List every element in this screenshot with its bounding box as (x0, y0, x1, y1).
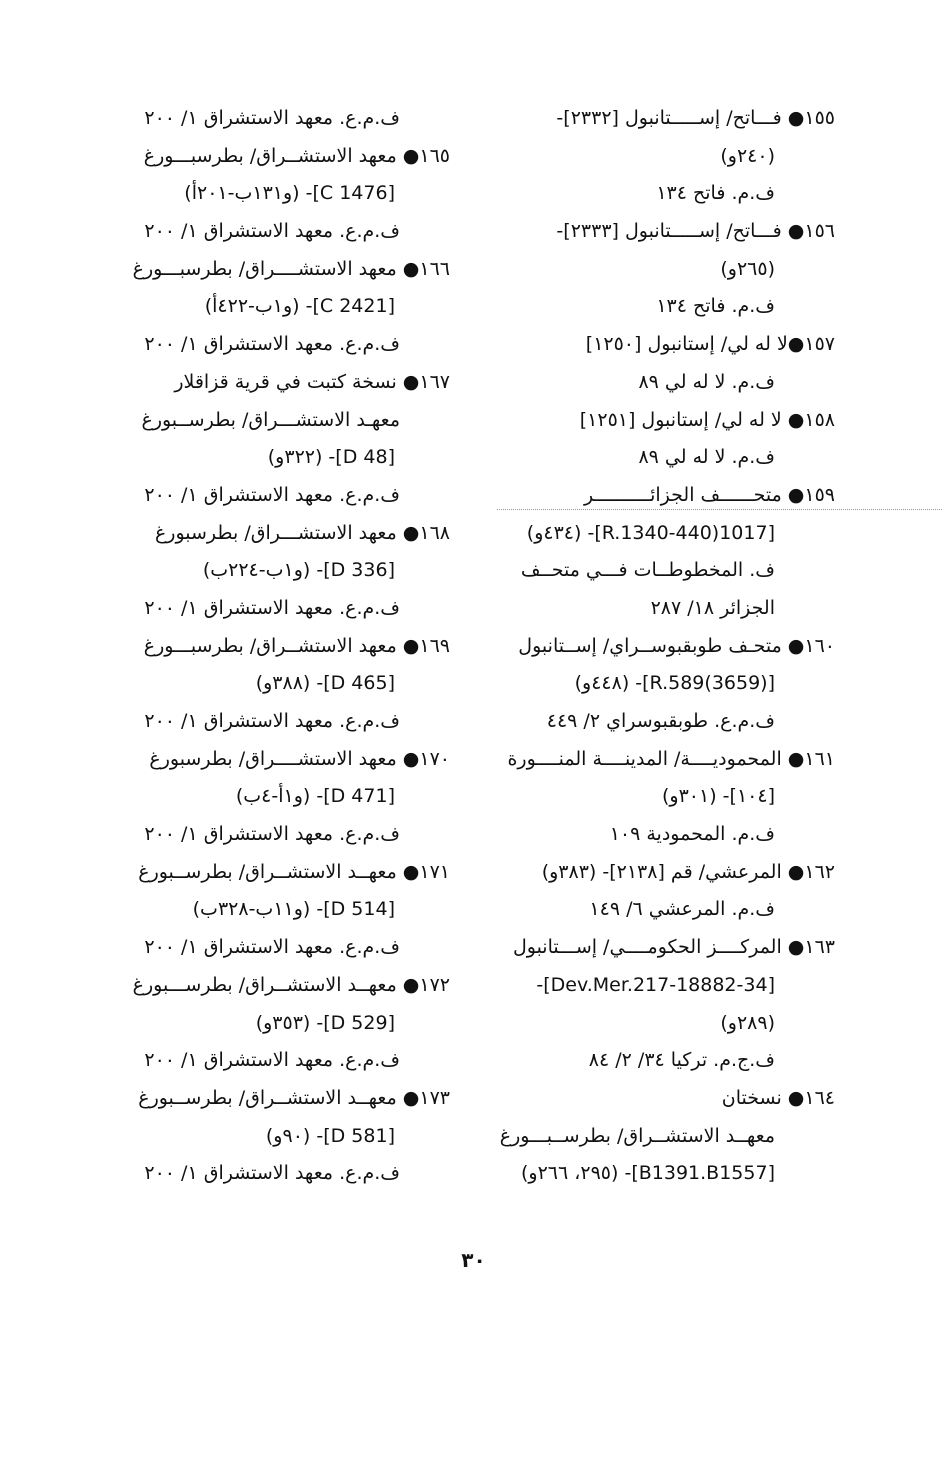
entry-line: ف.م.ع. طوبقبوسراي ٢/ ٤٤٩ (546, 710, 775, 732)
entry-line: [(3659)R.589]- (٤٤٨و) (574, 672, 775, 695)
entry-line: [D 529]- (٣٥٣و) (255, 1011, 395, 1034)
entry-line: (٢٤٠و) (720, 144, 775, 167)
entry-line: ١٧٣● معهــد الاستشــراق/ بطرســبورغ (138, 1086, 450, 1109)
right-column (495, 100, 835, 1193)
entry-line: ف.م.ع. معهد الاستشراق ١/ ٢٠٠ (144, 823, 400, 846)
entry-line: ١٦٢● المرعشي/ قم [٢١٣٨]- (٣٨٣و) (541, 860, 835, 883)
entry-line: ف.م. فاتح ١٣٤ (656, 182, 775, 205)
entry-line: (٢٨٩و) (720, 1011, 775, 1034)
entry-line: [D 581]- (٩٠و) (265, 1124, 395, 1147)
entry-line: ١٥٥● فـــاتح/ إســـــتانبول [٢٣٣٢]- (556, 107, 835, 129)
entry-line: ١٦٠● متحـف طوبقبوســراي/ إســتانبول (518, 634, 835, 657)
entry-line: معهــد الاستشــراق/ بطرســبـــورغ (499, 1124, 775, 1147)
entry-line: ١٦٣● المركــــز الحكومــــي/ إســـتانبول (512, 936, 835, 959)
entry-line: [D 465]- (٣٨٨و) (255, 672, 395, 695)
entry-line: ف.م. المرعشي ٦/ ١٤٩ (589, 898, 775, 921)
dotted-divider (497, 509, 942, 510)
entry-line: [B1391.B1557]- (٢٩٥، ٢٦٦و) (521, 1162, 775, 1185)
entry-line: ف.م. لا له لي ٨٩ (638, 446, 775, 469)
entry-line: ١٥٦● فـــاتح/ إســـــتانبول [٢٣٣٣]- (556, 220, 835, 243)
entry-line: ١٦١● المحموديــــة/ المدينــــة المنــــورة (507, 747, 835, 770)
entry-line: ١٥٨● لا له لي/ إستانبول [١٢٥١] (579, 408, 835, 431)
entry-line: ف.م.ع. معهد الاستشراق ١/ ٢٠٠ (144, 483, 400, 506)
entry-line: ف.م.ع. معهد الاستشراق ١/ ٢٠٠ (144, 596, 400, 619)
entry-line: [D 471]- (و١أ-٤ب) (235, 785, 395, 808)
entry-line: ف.م.ع. معهد الاستشراق ١/ ٢٠٠ (144, 333, 400, 356)
entry-line: ف.م. لا له لي ٨٩ (638, 370, 775, 393)
entry-line: ١٧٠● معهد الاستشــــراق/ بطرسبورغ (149, 747, 450, 770)
entry-line: [C 1476]- (و١٣١ب-٢٠١أ) (184, 182, 395, 205)
entry-line: ١٦٤● نسختان (721, 1086, 835, 1109)
entry-line: [34-Dev.Mer.217-18882]- (536, 973, 775, 996)
entry-line: ١٧٢● معهــد الاستشــراق/ بطرســـبورغ (132, 973, 450, 996)
entry-line: ف.م. المحمودية ١٠٩ (609, 823, 775, 846)
entry-line: ف.م.ع. معهد الاستشراق ١/ ٢٠٠ (144, 107, 400, 129)
entry-line: ١٥٩● متحــــــف الجزائــــــــــر (583, 483, 835, 506)
entry-line: ف.م.ع. معهد الاستشراق ١/ ٢٠٠ (144, 1049, 400, 1072)
entry-line: ف.م.ع. معهد الاستشراق ١/ ٢٠٠ (144, 220, 400, 243)
entry-line: ١٧١● معهــد الاستشــراق/ بطرســبورغ (138, 860, 450, 883)
entry-line: ١٦٥● معهد الاستشــراق/ بطرسبـــورغ (143, 144, 450, 167)
entry-line: ١٦٩● معهد الاستشــراق/ بطرسبـــورغ (143, 634, 450, 657)
entry-line: (٢٦٥و) (720, 257, 775, 280)
entry-line: [١٠٤]- (٣٠١و) (662, 785, 775, 808)
entry-line: ف.م.ع. معهد الاستشراق ١/ ٢٠٠ (144, 936, 400, 959)
entry-line: ١٦٨● معهد الاستشـــراق/ بطرسبورغ (154, 521, 450, 544)
left-column (105, 100, 450, 1193)
entry-line: ١٥٧●لا له لي/ إستانبول [١٢٥٠] (585, 333, 835, 356)
entry-line: ١٦٦● معهد الاستشــــراق/ بطرسبـــورغ (132, 257, 450, 280)
entry-line: [D 336]- (و١ب-٢٢٤ب) (202, 559, 395, 582)
entry-line: [C 2421]- (و١ب-٤٢٢أ) (204, 295, 395, 318)
entry-line: ف.ج.م. تركيا ٣٤/ ٢/ ٨٤ (588, 1049, 775, 1072)
entry-line: ١٦٧● نسخة كتبت في قرية قزاقلار (174, 370, 450, 393)
entry-line: [D 48]- (٣٢٢و) (267, 446, 395, 469)
entry-line: ف.م.ع. معهد الاستشراق ١/ ٢٠٠ (144, 710, 400, 732)
entry-line: ف.م. فاتح ١٣٤ (656, 295, 775, 318)
entry-line: ف. المخطوطــات فـــي متحــف (520, 559, 775, 582)
page-number: ٣٠ (461, 1248, 486, 1272)
entry-line: [1017(440-R.1340]- (٤٣٤و) (526, 521, 775, 544)
entry-line: معهـد الاستشـــراق/ بطرســبورغ (141, 408, 400, 431)
entry-line: ف.م.ع. معهد الاستشراق ١/ ٢٠٠ (144, 1162, 400, 1185)
entry-line: الجزائر ١٨/ ٢٨٧ (650, 596, 775, 619)
entry-line: [D 514]- (و١١ب-٣٢٨ب) (192, 898, 395, 921)
